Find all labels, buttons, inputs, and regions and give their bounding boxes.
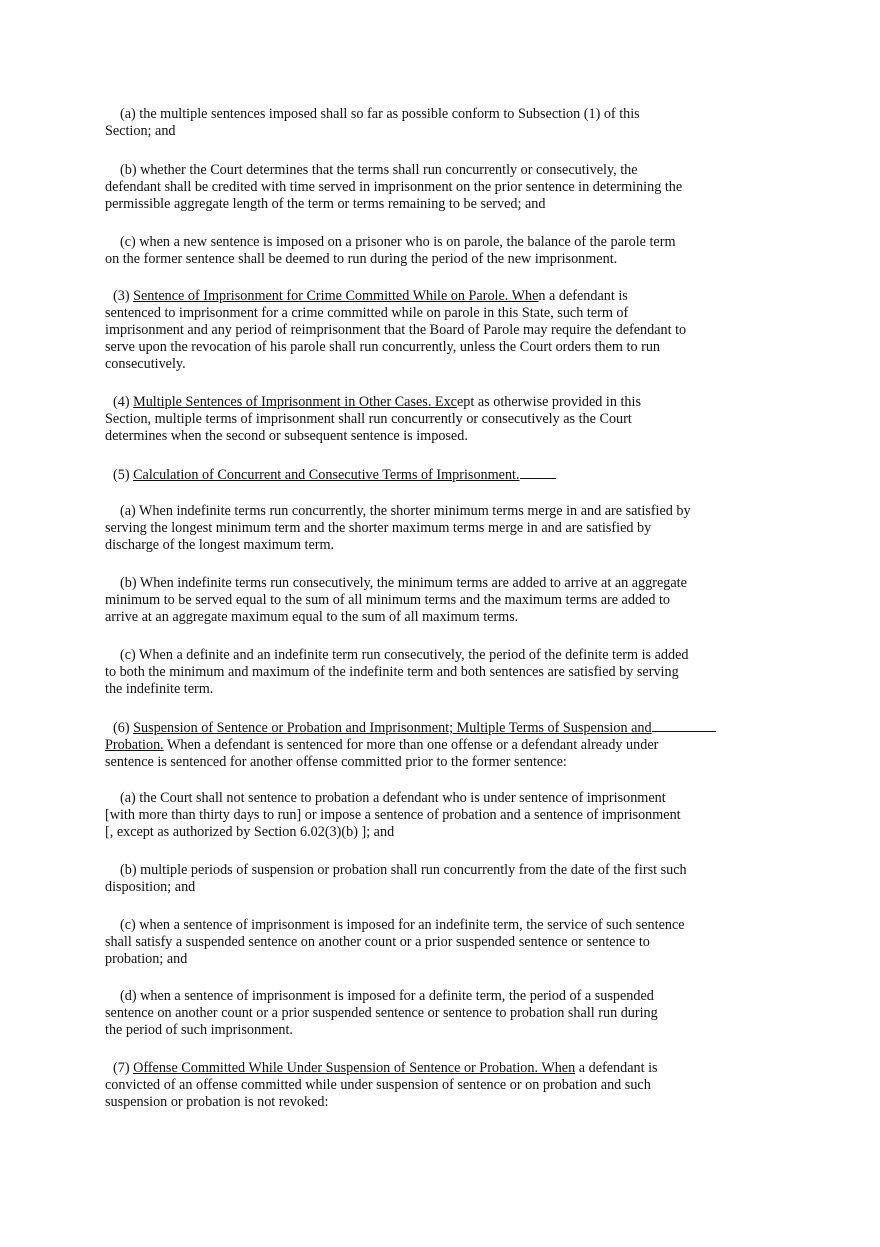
section-heading: Calculation of Concurrent and Consecutive Terms of Imprisonment.	[133, 467, 520, 483]
section-heading: Multiple Sentences of Imprisonment in Other Cases. Exc	[133, 394, 457, 410]
text-line	[105, 288, 745, 305]
paragraph-4	[105, 394, 745, 445]
text-line: Section, multiple terms of imprisonment shall run concurrently or consecutively as the Court	[105, 411, 632, 427]
paragraph-2b	[105, 162, 745, 213]
section-number: (5)	[113, 467, 130, 483]
paragraph-5b	[105, 575, 745, 626]
paragraph-2c	[105, 234, 745, 268]
paragraph-6	[105, 719, 745, 771]
text-line: (a) When indefinite terms run concurrently, the shorter minimum terms merge in and are satisfied by	[120, 503, 691, 519]
text-line: serving the longest minimum term and the shorter maximum terms merge in and are satisfied by	[105, 520, 652, 536]
text-line: discharge of the longest maximum term.	[105, 537, 335, 553]
text-line: probation; and	[105, 951, 188, 967]
text-line: (c) when a new sentence is imposed on a prisoner who is on parole, the balance of the parole term	[120, 234, 676, 250]
text-line: the indefinite term.	[105, 681, 214, 697]
text-line: convicted of an offense committed while under suspension of sentence or on probation and such	[105, 1077, 651, 1093]
text-line: permissible aggregate length of the term or terms remaining to be served; and	[105, 196, 546, 212]
text-fragment: ept as otherwise provided in this	[456, 394, 641, 410]
section-number: (7)	[113, 1060, 130, 1076]
heading-underline-rule	[652, 719, 716, 732]
text-line: imprisonment and any period of reimprisonment that the Board of Parole may require the defendant to	[105, 322, 687, 338]
heading-underline-rule	[520, 466, 556, 479]
text-line: Section; and	[105, 123, 176, 139]
text-line	[105, 737, 745, 754]
paragraph-5a	[105, 503, 745, 554]
paragraph-7	[105, 1060, 745, 1111]
text-line: serve upon the revocation of his parole shall run concurrently, unless the Court orders them to run	[105, 339, 661, 355]
text-line	[105, 466, 745, 484]
text-line: (b) whether the Court determines that the terms shall run concurrently or consecutively, the	[120, 162, 638, 178]
text-line: sentence on another count or a prior suspended sentence or sentence to probation shall run during	[105, 1005, 658, 1021]
text-fragment: a defendant is	[575, 1060, 658, 1076]
text-line	[105, 394, 745, 411]
text-line: sentence is sentenced for another offense committed prior to the former sentence:	[105, 754, 567, 770]
paragraph-6b	[105, 862, 745, 896]
text-line: to both the minimum and maximum of the indefinite term and both sentences are satisfied by serving	[105, 664, 679, 680]
text-line: (a) the Court shall not sentence to probation a defendant who is under sentence of imprisonment	[120, 790, 666, 806]
section-number: (6)	[113, 720, 130, 736]
paragraph-5c	[105, 647, 745, 698]
paragraph-3	[105, 288, 745, 373]
text-line	[105, 719, 745, 737]
text-line: (c) when a sentence of imprisonment is imposed for an indefinite term, the service of such sentence	[120, 917, 685, 933]
section-heading-continued: Probation.	[105, 737, 164, 753]
section-heading: Suspension of Sentence or Probation and Imprisonment; Multiple Terms of Suspension and	[133, 720, 652, 736]
text-line: minimum to be served equal to the sum of all minimum terms and the maximum terms are added to	[105, 592, 671, 608]
text-line: on the former sentence shall be deemed to run during the period of the new imprisonment.	[105, 251, 618, 267]
paragraph-6a	[105, 790, 745, 841]
text-line: [with more than thirty days to run] or impose a sentence of probation and a sentence of imprisonment	[105, 807, 681, 823]
text-line: (c) When a definite and an indefinite term run consecutively, the period of the definite term is added	[120, 647, 689, 663]
text-line: (b) multiple periods of suspension or probation shall run concurrently from the date of the first such	[120, 862, 687, 878]
section-heading: Offense Committed While Under Suspension of Sentence or Probation. When	[133, 1060, 576, 1076]
section-number: (3)	[113, 288, 130, 304]
paragraph-2a	[105, 106, 745, 140]
text-fragment: When a defendant is sentenced for more than one offense or a defendant already under	[163, 737, 659, 753]
paragraph-5	[105, 466, 745, 484]
text-line: arrive at an aggregate maximum equal to the sum of all maximum terms.	[105, 609, 519, 625]
text-line: (b) When indefinite terms run consecutively, the minimum terms are added to arrive at an aggregate	[120, 575, 687, 591]
text-line: [, except as authorized by Section 6.02(3)(b) ]; and	[105, 824, 395, 840]
text-line: sentenced to imprisonment for a crime committed while on parole in this State, such term of	[105, 305, 629, 321]
section-heading: Sentence of Imprisonment for Crime Committed While on Parole. Whe	[133, 288, 539, 304]
paragraph-6c	[105, 917, 745, 968]
text-line: consecutively.	[105, 356, 186, 372]
text-line: defendant shall be credited with time served in imprisonment on the prior sentence in determining the	[105, 179, 683, 195]
text-line: (d) when a sentence of imprisonment is imposed for a definite term, the period of a suspended	[120, 988, 654, 1004]
text-line: the period of such imprisonment.	[105, 1022, 293, 1038]
text-line: shall satisfy a suspended sentence on another count or a prior suspended sentence or sentence to	[105, 934, 650, 950]
text-line: disposition; and	[105, 879, 196, 895]
text-line	[105, 1060, 745, 1077]
text-line: (a) the multiple sentences imposed shall so far as possible conform to Subsection (1) of this	[120, 106, 640, 122]
text-fragment: n a defendant is	[538, 288, 628, 304]
paragraph-6d	[105, 988, 745, 1039]
text-line: suspension or probation is not revoked:	[105, 1094, 329, 1110]
section-number: (4)	[113, 394, 130, 410]
text-line: determines when the second or subsequent sentence is imposed.	[105, 428, 468, 444]
